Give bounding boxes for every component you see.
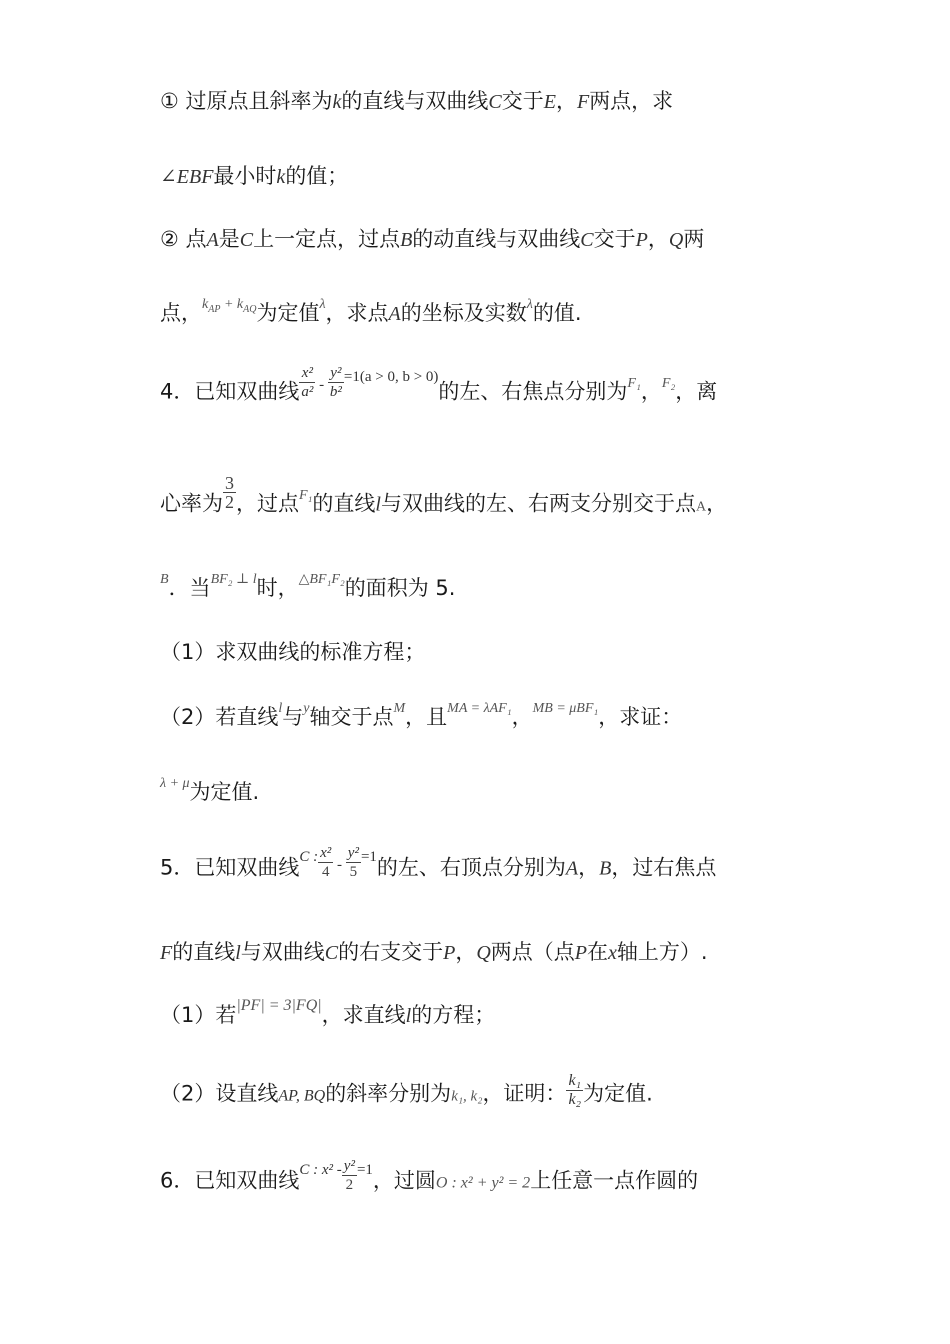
text-line [160, 1072, 653, 1113]
math-P: P [574, 942, 588, 964]
text: ， [511, 705, 533, 729]
math-k: k [332, 91, 342, 113]
math-P: P [635, 229, 648, 251]
math-F2: F₂ [661, 375, 676, 391]
text-line [160, 937, 708, 968]
math-P: P [443, 942, 456, 964]
denominator: 5 [349, 864, 358, 880]
text: 上一定点，过点 [253, 227, 401, 251]
text: 为定值 [256, 301, 320, 325]
denominator: 4 [321, 864, 330, 880]
denominator: 2 [345, 1177, 354, 1193]
text: 的右支交于 [338, 940, 444, 964]
fraction [299, 364, 315, 401]
text: ， [706, 491, 728, 516]
text-line [160, 573, 455, 607]
equation-rest: =1 [360, 848, 377, 865]
denominator: 2 [225, 492, 234, 512]
math-MA: MA = λAF₁ [447, 701, 512, 716]
text: 已知双曲线 [194, 379, 300, 404]
math-A: A [206, 229, 219, 251]
problem-number: 4． [160, 379, 195, 404]
text-line [160, 1158, 699, 1200]
text: 的直线 [312, 491, 376, 516]
fraction [318, 844, 333, 881]
hyperbola-equation [299, 845, 377, 880]
text: ，过圆 [372, 1168, 436, 1193]
text: ， [578, 855, 600, 880]
text: ，求点 [325, 301, 389, 325]
text: ，且 [405, 705, 448, 729]
math-E: E [543, 91, 556, 113]
text: ， [555, 89, 577, 113]
hyperbola-equation [299, 1158, 373, 1193]
text: ，过点 [236, 491, 299, 516]
text: ，过右焦点 [611, 855, 717, 880]
math-circle-O: O : x² + y² = 2 [435, 1174, 531, 1192]
math-l: l [375, 493, 381, 516]
text: 心率为 [160, 491, 223, 516]
text: ，求直线 [321, 1003, 406, 1027]
text: 与 [282, 705, 304, 729]
math-x: x [608, 942, 617, 964]
math-l: l [278, 701, 283, 716]
text: 的面积为 5. [344, 576, 456, 600]
math-triangle: △BF₁F₂ [298, 572, 345, 587]
text: 的值. [532, 301, 582, 325]
text-line [160, 224, 704, 255]
numerator: x² [320, 845, 332, 861]
text: 的值； [285, 164, 349, 188]
math-angle: ∠ [160, 166, 177, 188]
math-k1-k2: k₁, k₂ [451, 1088, 483, 1105]
math-C: C : x² - [299, 1161, 342, 1178]
text: （2）设直线 [160, 1081, 279, 1106]
text: ．当 [168, 576, 211, 600]
numerator: y² [328, 364, 344, 383]
text-line [160, 298, 582, 337]
math-C: C [580, 229, 594, 251]
text: 的斜率分别为 [325, 1081, 452, 1106]
math-condition: BF₂ ⊥ l [210, 572, 257, 587]
text: 的坐标及实数 [400, 301, 527, 325]
text: ，求证： [598, 705, 683, 729]
equation-rest: =1 [356, 1161, 373, 1178]
fraction [328, 364, 344, 401]
text: （1）若 [160, 1003, 237, 1027]
denominator: b² [329, 384, 342, 400]
problem-number: 6． [160, 1168, 195, 1193]
math-k: k [276, 166, 286, 188]
text: 交于 [501, 89, 544, 113]
text: 在 [587, 940, 609, 964]
text-line [160, 365, 718, 411]
numerator: y² [343, 1158, 355, 1174]
text: 为定值. [189, 780, 260, 804]
math-l: l [235, 942, 241, 964]
math-C: C [239, 229, 254, 251]
math-C: C [488, 91, 502, 113]
text: 已知双曲线 [194, 855, 300, 880]
text: （1）求双曲线的标准方程； [160, 640, 426, 664]
fraction [346, 844, 361, 881]
text-line [160, 473, 728, 523]
text: 轴交于点 [309, 705, 394, 729]
math-PF-FQ: |PF| = 3|FQ| [236, 997, 322, 1014]
text-line [160, 161, 348, 192]
math-EBF: EBF [176, 166, 214, 188]
math-A: A [565, 857, 579, 880]
numerator: x² [299, 364, 315, 383]
math-Q: Q [668, 229, 684, 251]
text: 的左、右焦点分别为 [438, 379, 628, 404]
denominator: a² [301, 384, 314, 400]
slope-ratio [566, 1072, 583, 1109]
math-M: M [393, 701, 406, 716]
math-AP-BQ: AP, BQ [278, 1087, 326, 1105]
fraction [342, 1157, 357, 1194]
text: 的左、右顶点分别为 [376, 855, 566, 880]
math-B: B [599, 857, 612, 880]
text: 的直线 [172, 940, 236, 964]
math-lambda-mu: λ + μ [160, 776, 190, 791]
text: 是 [218, 227, 240, 251]
denominator: k₂ [568, 1091, 582, 1108]
text-line [160, 845, 717, 887]
text-line [160, 637, 425, 667]
eccentricity-fraction [223, 474, 236, 511]
math-F1: F₁ [299, 487, 313, 503]
text: （2）若直线 [160, 705, 279, 729]
text: 两点（点 [490, 940, 575, 964]
numerator: y² [347, 845, 359, 861]
math-lambda: λ [526, 297, 533, 312]
math-Q: Q [476, 942, 491, 964]
text: 两点，求 [589, 89, 674, 113]
minus: - [315, 376, 328, 393]
math-F: F [160, 942, 173, 964]
math-A: A [388, 303, 401, 325]
math-kAP-kAQ: kAP + kAQ [202, 297, 257, 315]
math-B: B [160, 572, 169, 587]
text: ② 点 [160, 227, 207, 251]
text: 的动直线与双曲线 [412, 227, 581, 251]
problem-number: 5． [160, 855, 195, 880]
math-C: C [324, 942, 339, 964]
math-lambda: λ [319, 297, 326, 312]
text-line [160, 997, 496, 1033]
math-MB: MB = μBF₁ [532, 701, 599, 716]
text: ① 过原点且斜率为 [160, 89, 333, 113]
text: 为定值. [583, 1081, 653, 1106]
text: 与双曲线 [240, 940, 325, 964]
text: 最小时 [213, 164, 277, 188]
text-line [160, 702, 682, 736]
equation-rest: =1(a > 0, b > 0) [343, 368, 439, 385]
math-y: y [303, 701, 310, 716]
hyperbola-equation [299, 365, 439, 400]
numerator: 3 [225, 473, 234, 493]
text: 与双曲线的左、右两支分别交于点 [380, 491, 696, 516]
text: 交于 [593, 227, 636, 251]
text: 的直线与双曲线 [341, 89, 489, 113]
text: ， [640, 379, 662, 404]
text: 上任意一点作圆的 [530, 1168, 699, 1193]
text: ， [647, 227, 669, 251]
math-C: C : [299, 848, 319, 865]
text: 已知双曲线 [194, 1168, 300, 1193]
text: ， [455, 940, 477, 964]
text: 的方程； [411, 1003, 496, 1027]
text-line [160, 86, 673, 117]
minus: - [333, 856, 346, 873]
math-F: F [576, 91, 590, 113]
numerator: k₁ [568, 1072, 582, 1089]
text: 两 [683, 227, 705, 251]
text: ，离 [675, 379, 718, 404]
math-A: A [695, 499, 707, 515]
text: 轴上方）. [616, 940, 708, 964]
math-l: l [405, 1005, 412, 1027]
text: 点， [160, 301, 202, 325]
math-F1: F₁ [627, 375, 641, 391]
text: ，证明： [482, 1081, 567, 1106]
text-line [160, 777, 259, 811]
text: 时， [256, 576, 299, 600]
math-B: B [400, 229, 413, 251]
